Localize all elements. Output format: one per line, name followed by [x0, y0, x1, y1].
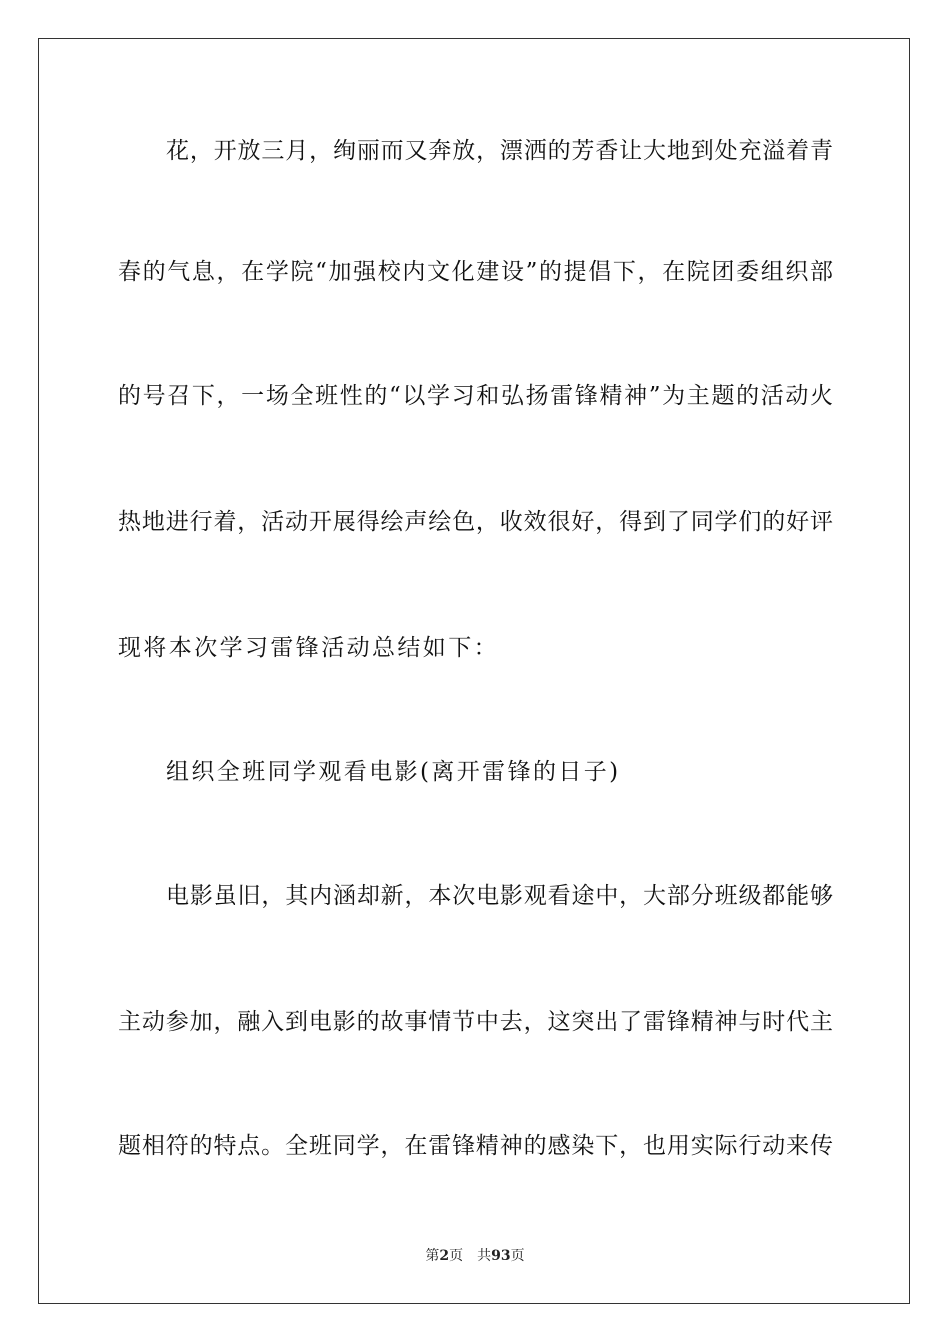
text-line-5: 现将本次学习雷锋活动总结如下： [118, 635, 499, 661]
page-footer [0, 1247, 950, 1265]
text-line-1: 花，开放三月，绚丽而又奔放，漂洒的芳香让大地到处充溢着青 [166, 138, 833, 164]
section-heading: 组织全班同学观看电影(离开雷锋的日子) [166, 759, 621, 785]
total-pages: 93 [491, 1248, 511, 1264]
text-line-9: 题相符的特点。全班同学，在雷锋精神的感染下，也用实际行动来传 [118, 1133, 833, 1159]
text-line-7: 电影虽旧，其内涵却新，本次电影观看途中，大部分班级都能够 [166, 883, 833, 909]
page-border [38, 38, 910, 1304]
page-number: 2 [439, 1248, 450, 1264]
total-suffix: 页 [510, 1248, 525, 1264]
page-prefix: 第 [425, 1248, 440, 1264]
text-line-2: 春的气息，在学院“加强校内文化建设”的提倡下，在院团委组织部 [118, 259, 833, 285]
text-line-3: 的号召下，一场全班性的“以学习和弘扬雷锋精神”为主题的活动火 [118, 383, 833, 409]
text-line-4: 热地进行着，活动开展得绘声绘色，收效很好，得到了同学们的好评 [118, 509, 833, 535]
text-line-8: 主动参加，融入到电影的故事情节中去，这突出了雷锋精神与时代主 [118, 1009, 833, 1035]
page-suffix: 页 [449, 1248, 464, 1264]
total-prefix: 共 [477, 1248, 492, 1264]
